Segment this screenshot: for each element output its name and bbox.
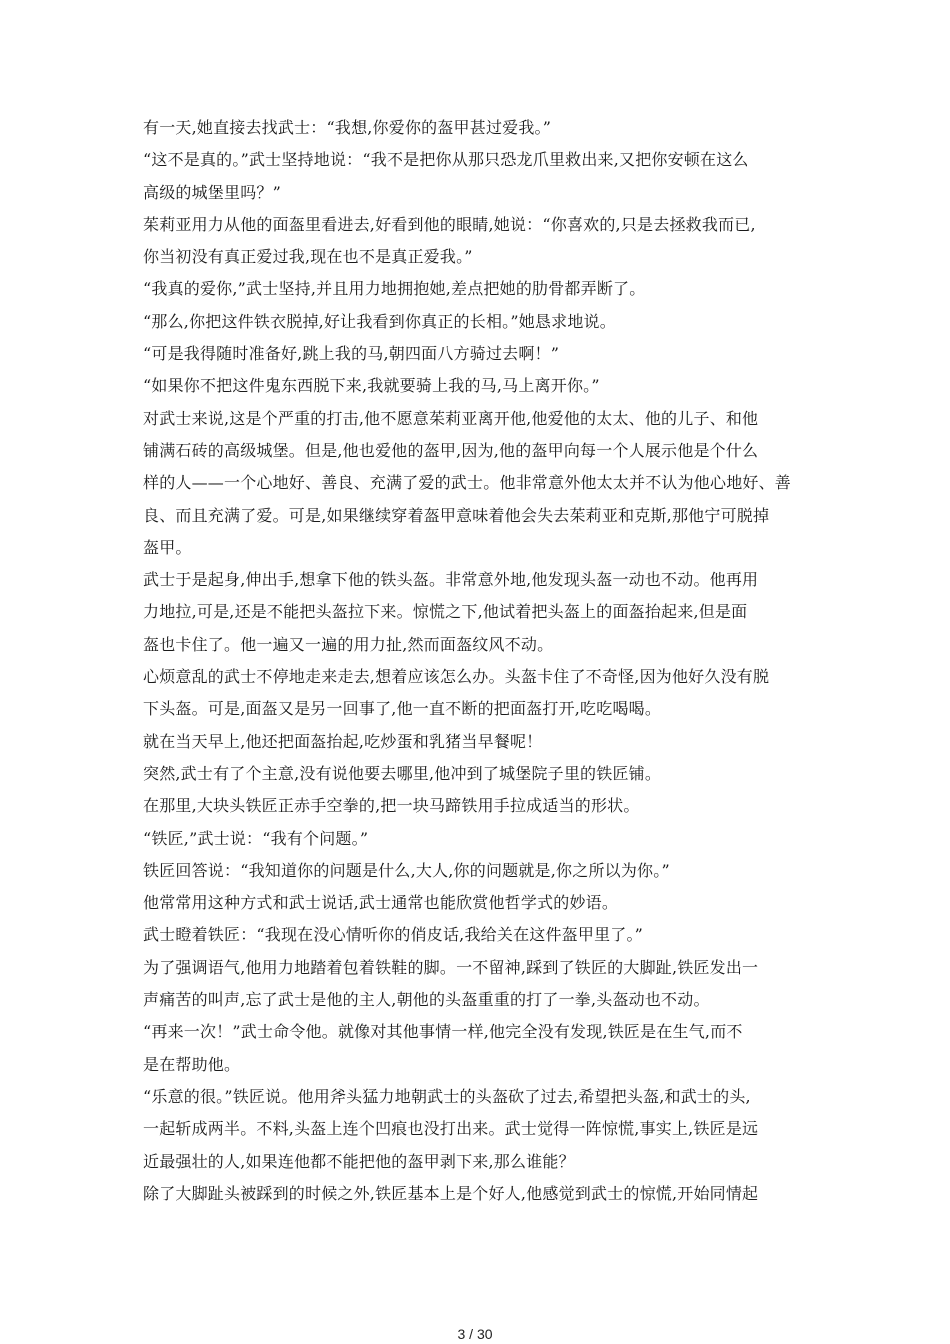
text-line: 武士瞪着铁匠：“我现在没心情听你的俏皮话,我给关在这件盔甲里了。” xyxy=(143,925,644,945)
text-line: 盔也卡住了。他一遍又一遍的用力扯,然而面盔纹风不动。 xyxy=(143,634,554,654)
text-line: 近最强壮的人,如果连他都不能把他的盔甲剥下来,那么谁能？ xyxy=(143,1151,575,1171)
text-line: 盔甲。 xyxy=(143,537,192,557)
text-line: 声痛苦的叫声,忘了武士是他的主人,朝他的头盔重重的打了一拳,头盔动也不动。 xyxy=(143,990,710,1010)
text-line: 为了强调语气,他用力地踏着包着铁鞋的脚。一不留神,踩到了铁匠的大脚趾,铁匠发出一 xyxy=(143,957,759,977)
text-line: 力地拉,可是,还是不能把头盔拉下来。惊慌之下,他试着把头盔上的面盔抬起来,但是面 xyxy=(143,602,748,622)
text-line: 除了大脚趾头被踩到的时候之外,铁匠基本上是个好人,他感觉到武士的惊慌,开始同情起 xyxy=(143,1183,759,1203)
text-line: “乐意的很。”铁匠说。他用斧头猛力地朝武士的头盔砍了过去,希望把头盔,和武士的头, xyxy=(143,1086,751,1106)
text-line: 一起斩成两半。不料,头盔上连个凹痕也没打出来。武士觉得一阵惊慌,事实上,铁匠是远 xyxy=(143,1119,759,1139)
text-line: 下头盔。可是,面盔又是另一回事了,他一直不断的把面盔打开,吃吃喝喝。 xyxy=(143,699,662,719)
text-line: 你当初没有真正爱过我,现在也不是真正爱我。” xyxy=(143,247,473,267)
text-line: “可是我得随时准备好,跳上我的马,朝四面八方骑过去啊！” xyxy=(143,344,560,364)
text-line: “如果你不把这件鬼东西脱下来,我就要骑上我的马,马上离开你。” xyxy=(143,376,600,396)
text-line: 良、而且充满了爱。可是,如果继续穿着盔甲意味着他会失去茱莉亚和克斯,那他宁可脱掉 xyxy=(143,505,770,525)
text-line: 有一天,她直接去找武士：“我想,你爱你的盔甲甚过爱我。” xyxy=(143,118,552,137)
text-line: 铁匠回答说：“我知道你的问题是什么,大人,你的问题就是,你之所以为你。” xyxy=(143,860,670,880)
body-text xyxy=(143,112,823,1210)
text-line: 铺满石砖的高级城堡。但是,他也爱他的盔甲,因为,他的盔甲向每一个人展示他是个什么 xyxy=(143,440,759,460)
text-line: “我真的爱你,”武士坚持,并且用力地拥抱她,差点把她的肋骨都弄断了。 xyxy=(143,279,646,299)
text-line: “那么,你把这件铁衣脱掉,好让我看到你真正的长相。”她恳求地说。 xyxy=(143,311,616,331)
text-line: “再来一次！”武士命令他。就像对其他事情一样,他完全没有发现,铁匠是在生气,而不 xyxy=(143,1022,743,1042)
text-line: 心烦意乱的武士不停地走来走去,想着应该怎么办。头盔卡住了不奇怪,因为他好久没有脱 xyxy=(143,667,770,687)
text-line: 样的人——一个心地好、善良、充满了爱的武士。他非常意外他太太并不认为他心地好、善 xyxy=(143,473,792,493)
text-line: “这不是真的。”武士坚持地说：“我不是把你从那只恐龙爪里救出来,又把你安顿在这么 xyxy=(143,150,749,170)
text-line: “铁匠,”武士说：“我有个问题。” xyxy=(143,828,369,848)
text-line: 他常常用这种方式和武士说话,武士通常也能欣赏他哲学式的妙语。 xyxy=(143,893,619,913)
text-line: 在那里,大块头铁匠正赤手空拳的,把一块马蹄铁用手拉成适当的形状。 xyxy=(143,796,640,816)
page-number: 3 / 30 xyxy=(457,1326,493,1342)
text-line: 突然,武士有了个主意,没有说他要去哪里,他冲到了城堡院子里的铁匠铺。 xyxy=(143,763,662,783)
text-line: 就在当天早上,他还把面盔抬起,吃炒蛋和乳猪当早餐呢！ xyxy=(143,731,543,751)
text-line: 茱莉亚用力从他的面盔里看进去,好看到他的眼睛,她说：“你喜欢的,只是去拯救我而已, xyxy=(143,214,756,234)
text-line: 高级的城堡里吗？” xyxy=(143,182,281,202)
text-line: 武士于是起身,伸出手,想拿下他的铁头盔。非常意外地,他发现头盔一动也不动。他再用 xyxy=(143,570,759,590)
text-line: 对武士来说,这是个严重的打击,他不愿意茱莉亚离开他,他爱他的太太、他的儿子、和他 xyxy=(143,408,759,428)
text-line: 是在帮助他。 xyxy=(143,1054,241,1074)
